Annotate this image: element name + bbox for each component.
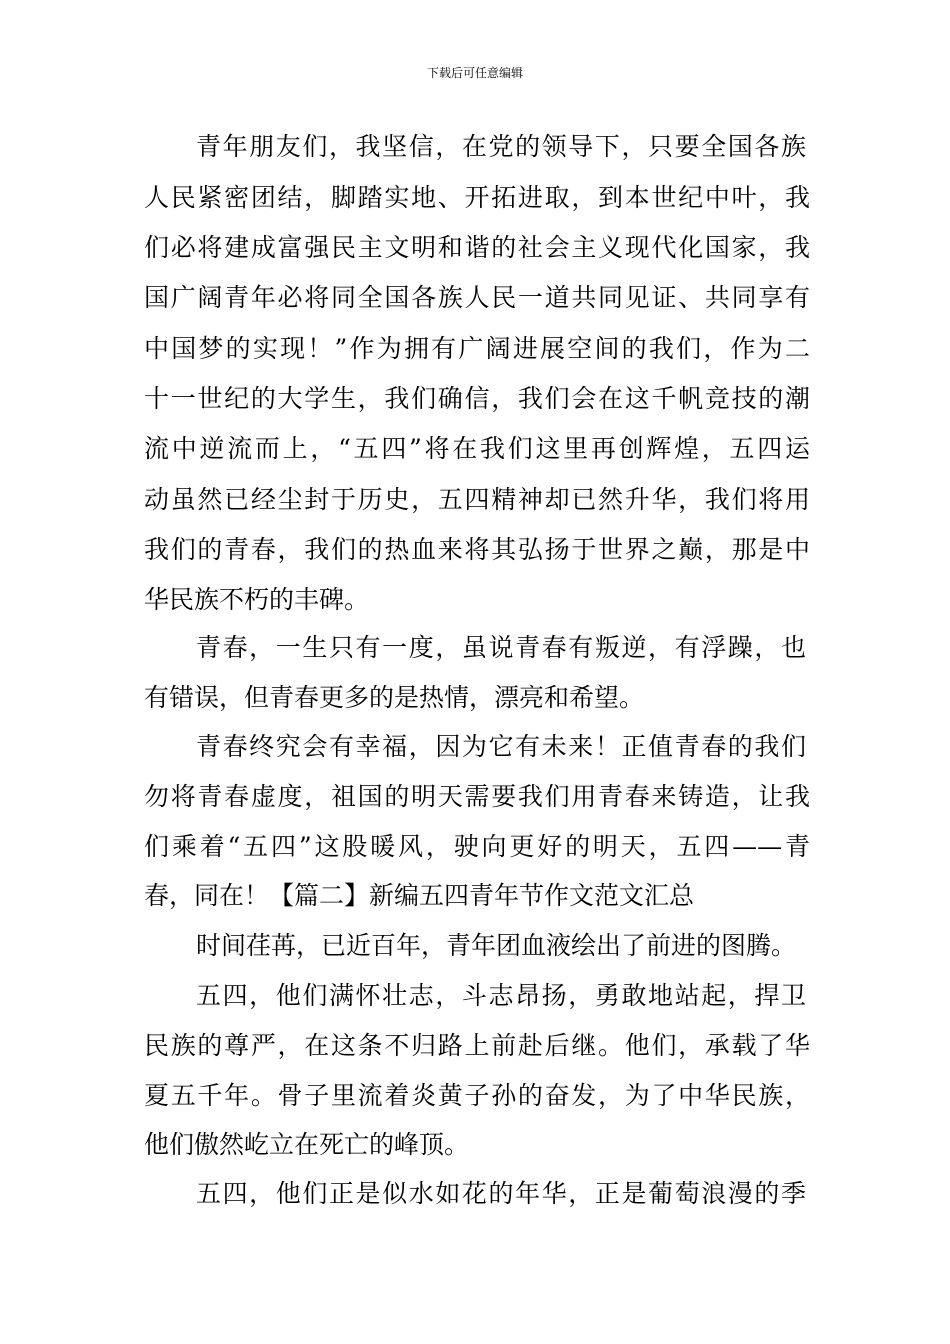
text-line: 夏五千年。骨子里流着炎黄子孙的奋发，为了中华民族， xyxy=(144,1081,810,1110)
text-line: 中国梦的实现！”作为拥有广阔进展空间的我们，作为二 xyxy=(144,334,810,363)
text-line: 流中逆流而上，“五四”将在我们这里再创辉煌，五四运 xyxy=(144,434,810,463)
text-line: 们必将建成富强民主文明和谐的社会主义现代化国家，我 xyxy=(144,233,810,262)
text-line: 华民族不朽的丰碑。 xyxy=(144,585,370,614)
text-line: 他们傲然屹立在死亡的峰顶。 xyxy=(144,1130,470,1159)
text-line: 时间荏苒，已近百年，青年团血液绘出了前进的图腾。 xyxy=(196,931,797,960)
text-line: 十一世纪的大学生，我们确信，我们会在这千帆竞技的潮 xyxy=(144,384,810,413)
text-line: 民族的尊严，在这条不归路上前赴后继。他们，承载了华 xyxy=(144,1031,810,1060)
text-line: 青春终究会有幸福，因为它有未来！正值青春的我们 xyxy=(196,732,806,761)
text-line: 我们的青春，我们的热血来将其弘扬于世界之巅，那是中 xyxy=(144,535,810,564)
text-line: 动虽然已经尘封于历史，五四精神却已然升华，我们将用 xyxy=(144,485,810,514)
text-line: 五四，他们满怀壮志，斗志昂扬，勇敢地站起，捍卫 xyxy=(196,981,806,1010)
text-line: 人民紧密团结，脚踏实地、开拓进取，到本世纪中叶，我 xyxy=(144,183,810,212)
text-line: 五四，他们正是似水如花的年华，正是葡萄浪漫的季 xyxy=(196,1179,806,1208)
text-line: 春，同在！【篇二】新编五四青年节作文范文汇总 xyxy=(144,881,695,910)
text-line: 青年朋友们，我坚信，在党的领导下，只要全国各族 xyxy=(196,132,806,161)
page-header: 下载后可任意编辑 xyxy=(426,66,523,80)
text-line: 们乘着“五四”这股暖风，驶向更好的明天，五四——青 xyxy=(144,832,810,861)
text-line: 国广阔青年必将同全国各族人民一道共同见证、共同享有 xyxy=(144,283,810,312)
text-line: 有错误，但青春更多的是热情，漂亮和希望。 xyxy=(144,683,645,712)
text-line: 勿将青春虚度，祖国的明天需要我们用青春来铸造，让我 xyxy=(144,782,810,811)
text-line: 青春，一生只有一度，虽说青春有叛逆，有浮躁，也 xyxy=(196,633,806,662)
